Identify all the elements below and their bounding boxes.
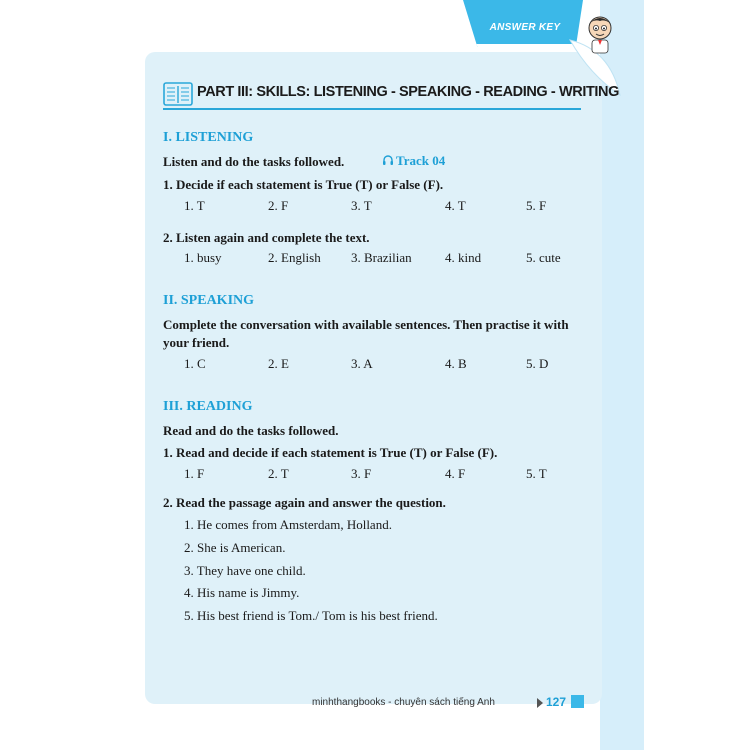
speaking-instruction-line2: your friend. bbox=[163, 335, 230, 350]
boy-mascot-icon bbox=[583, 12, 617, 54]
page-number: 127 bbox=[546, 695, 567, 709]
listening-task1-prompt: 1. Decide if each statement is True (T) or False (F). bbox=[163, 177, 444, 192]
reading-task2-answer: 4. His name is Jimmy. bbox=[184, 585, 300, 600]
part-underline bbox=[163, 108, 581, 110]
page-arrow-icon bbox=[536, 697, 544, 709]
answer-key-label: ANSWER KEY bbox=[489, 22, 561, 33]
page-edge-strip bbox=[600, 0, 644, 750]
track-label bbox=[382, 153, 445, 169]
listening-instruction: Listen and do the tasks followed. bbox=[163, 154, 345, 169]
speaking-answer: 4. B bbox=[445, 356, 467, 371]
reading-instruction: Read and do the tasks followed. bbox=[163, 423, 339, 438]
listening-heading: I. LISTENING bbox=[163, 130, 254, 145]
part-title: PART III: SKILLS: LISTENING - SPEAKING - READING - WRITING bbox=[197, 84, 619, 100]
listening-task2-prompt: 2. Listen again and complete the text. bbox=[163, 230, 370, 245]
reading-task2-answer: 5. His best friend is Tom./ Tom is his best friend. bbox=[184, 608, 438, 623]
speaking-answer: 2. E bbox=[268, 356, 289, 371]
listening-task2-answer: 1. busy bbox=[184, 250, 222, 265]
reading-task2-answer: 3. They have one child. bbox=[184, 563, 306, 578]
listening-task1-answer: 2. F bbox=[268, 198, 289, 213]
listening-task2-answer: 5. cute bbox=[526, 250, 561, 265]
answer-card bbox=[145, 52, 602, 704]
speaking-answer: 5. D bbox=[526, 356, 549, 371]
part-heading bbox=[163, 80, 619, 110]
reading-task1-answer: 2. T bbox=[268, 466, 289, 481]
reading-heading: III. READING bbox=[163, 399, 253, 414]
speaking-answer: 1. C bbox=[184, 356, 206, 371]
speaking-heading: II. SPEAKING bbox=[163, 293, 255, 308]
listening-task2-answer: 4. kind bbox=[445, 250, 482, 265]
speaking-answer: 3. A bbox=[351, 356, 373, 371]
listening-task1-answer: 5. F bbox=[526, 198, 547, 213]
open-book-icon bbox=[163, 82, 193, 106]
reading-task1-prompt: 1. Read and decide if each statement is True (T) or False (F). bbox=[163, 445, 498, 460]
page-marker bbox=[571, 695, 584, 708]
listening-task2-answer: 2. English bbox=[268, 250, 321, 265]
reading-task2-prompt: 2. Read the passage again and answer the question. bbox=[163, 495, 446, 510]
listening-task1-answer: 1. T bbox=[184, 198, 205, 213]
reading-task1-answer: 4. F bbox=[445, 466, 466, 481]
track-text: Track 04 bbox=[396, 153, 446, 168]
reading-task2-answer: 1. He comes from Amsterdam, Holland. bbox=[184, 517, 392, 532]
speaking-instruction-line1: Complete the conversation with available sentences. Then practise it with bbox=[163, 317, 569, 332]
footer-text: minhthangbooks - chuyên sách tiếng Anh bbox=[312, 697, 495, 708]
reading-task1-answer: 3. F bbox=[351, 466, 372, 481]
listening-task1-answer: 3. T bbox=[351, 198, 372, 213]
listening-task2-answer: 3. Brazilian bbox=[351, 250, 412, 265]
reading-task1-answer: 5. T bbox=[526, 466, 547, 481]
reading-task1-answer: 1. F bbox=[184, 466, 205, 481]
listening-task1-answer: 4. T bbox=[445, 198, 466, 213]
reading-task2-answer: 2. She is American. bbox=[184, 540, 286, 555]
headphones-icon bbox=[382, 154, 394, 166]
